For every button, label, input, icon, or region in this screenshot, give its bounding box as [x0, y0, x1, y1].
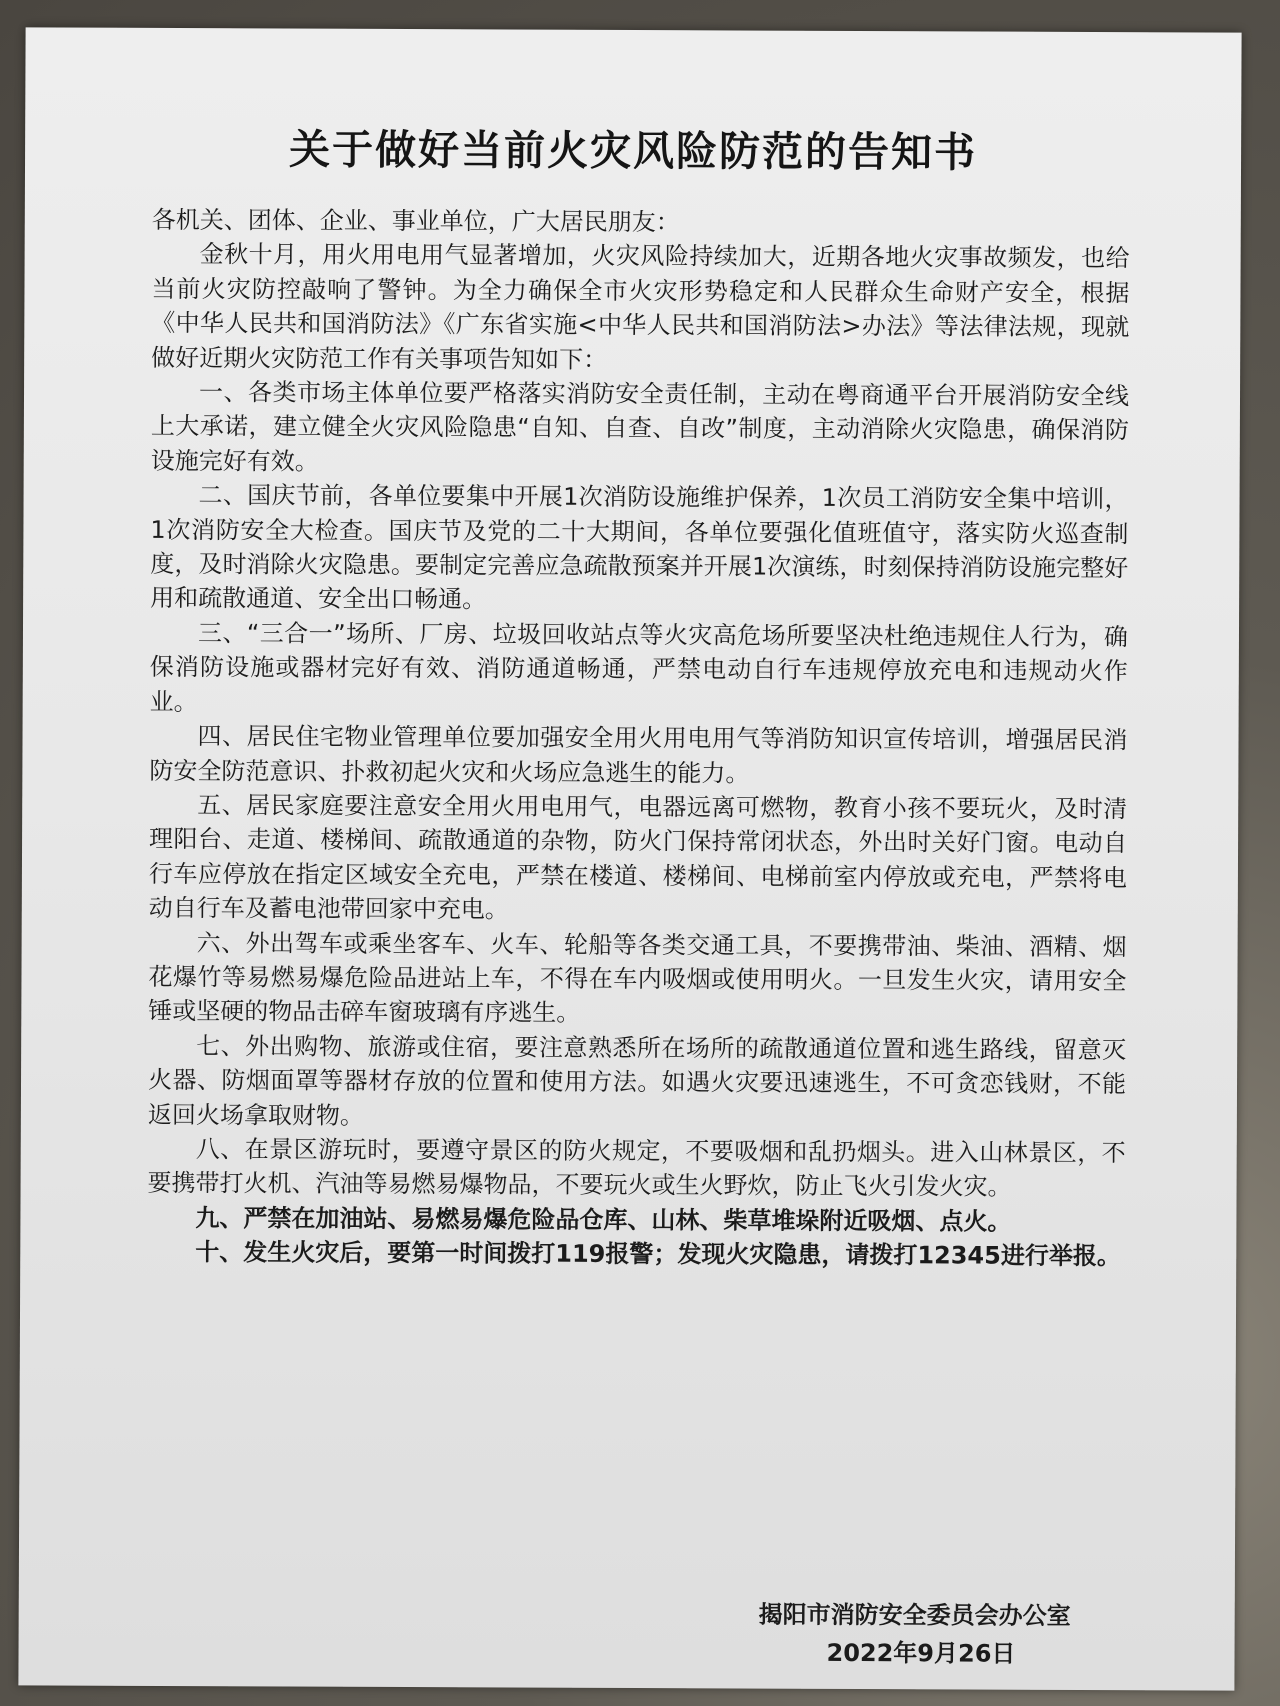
intro-paragraph: 金秋十月，用火用电用气显著增加，火灾风险持续加大，近期各地火灾事故频发，也给当前火灾防控敲响了警钟。为全力确保全市火灾形势稳定和人民群众生命财产安全，根据《中华人民共和国消防法》《广东省实施<中华人民共和国消防法>办法》等法律法规，现就做好近期火灾防范工作有关事项告知如下： — [151, 240, 1130, 374]
notice-body — [147, 203, 1130, 1274]
notice-item-5: 五、居民家庭要注意安全用火用电用气，电器远离可燃物，教育小孩不要玩火，及时清理阳台、走道、楼梯间、疏散通道的杂物，防火门保持常闭状态，外出时关好门窗。电动自行车应停放在指定区域安全充电，严禁在楼道、楼梯间、电梯前室内停放或充电，严禁将电动自行车及蓄电池带回家中充电。 — [148, 791, 1128, 924]
signature-date: 2022年9月26日 — [826, 1638, 1016, 1668]
salutation: 各机关、团体、企业、事业单位，广大居民朋友： — [151, 205, 680, 237]
notice-item-10: 十、发生火灾后，要第一时间拨打119报警；发现火灾隐患，请拨打12345进行举报。 — [195, 1238, 1121, 1271]
signature-organization: 揭阳市消防安全委员会办公室 — [758, 1600, 1071, 1630]
notice-item-7: 七、外出购物、旅游或住宿，要注意熟悉所在场所的疏散通道位置和逃生路线，留意灭火器、防烟面罩等器材存放的位置和使用方法。如遇火灾要迅速逃生，不可贪恋钱财，不能返回火场拿取财物。 — [147, 1031, 1127, 1130]
notice-paper — [18, 27, 1241, 1690]
notice-item-9: 九、严禁在加油站、易燃易爆危险品仓库、山林、柴草堆垛附近吸烟、点火。 — [195, 1203, 1012, 1236]
notice-item-3: 三、“三合一”场所、厂房、垃圾回收站点等火灾高危场所要坚决杜绝违规住人行为，确保消防设施或器材完好有效、消防通道畅通，严禁电动自行车违规停放充电和违规动火作业。 — [149, 618, 1129, 716]
notice-item-2: 二、国庆节前，各单位要集中开展1次消防设施维护保养，1次员工消防安全集中培训，1次消防安全大检查。国庆节及党的二十大期间，各单位要强化值班值守，落实防火巡查制度，及时消除火灾隐患。要制定完善应急疏散预案并开展1次演练，时刻保持消防设施完整好用和疏散通道、安全出口畅通。 — [150, 481, 1129, 614]
notice-item-6: 六、外出驾车或乘坐客车、火车、轮船等各类交通工具，不要携带油、柴油、酒精、烟花爆竹等易燃易爆危险品进站上车，不得在车内吸烟或使用明火。一旦发生火灾，请用安全锤或坚硬的物品击碎车窗玻璃有序逃生。 — [148, 928, 1127, 1028]
notice-item-4: 四、居民住宅物业管理单位要加强安全用火用电用气等消防知识宣传培训，增强居民消防安全防范意识、扑救初起火灾和火场应急逃生的能力。 — [149, 722, 1128, 788]
notice-title: 关于做好当前火灾风险防范的告知书 — [288, 125, 978, 177]
notice-item-8: 八、在景区游玩时，要遵守景区的防火规定，不要吸烟和乱扔烟头。进入山林景区，不要携带打火机、汽油等易燃易爆物品，不要玩火或生火野炊，防止飞火引发火灾。 — [147, 1135, 1126, 1202]
notice-item-1: 一、各类市场主体单位要严格落实消防安全责任制，主动在粤商通平台开展消防安全线上大承诺，建立健全火灾风险隐患“自知、自查、自改”制度，主动消除火灾隐患，确保消防设施完好有效。 — [150, 378, 1130, 476]
